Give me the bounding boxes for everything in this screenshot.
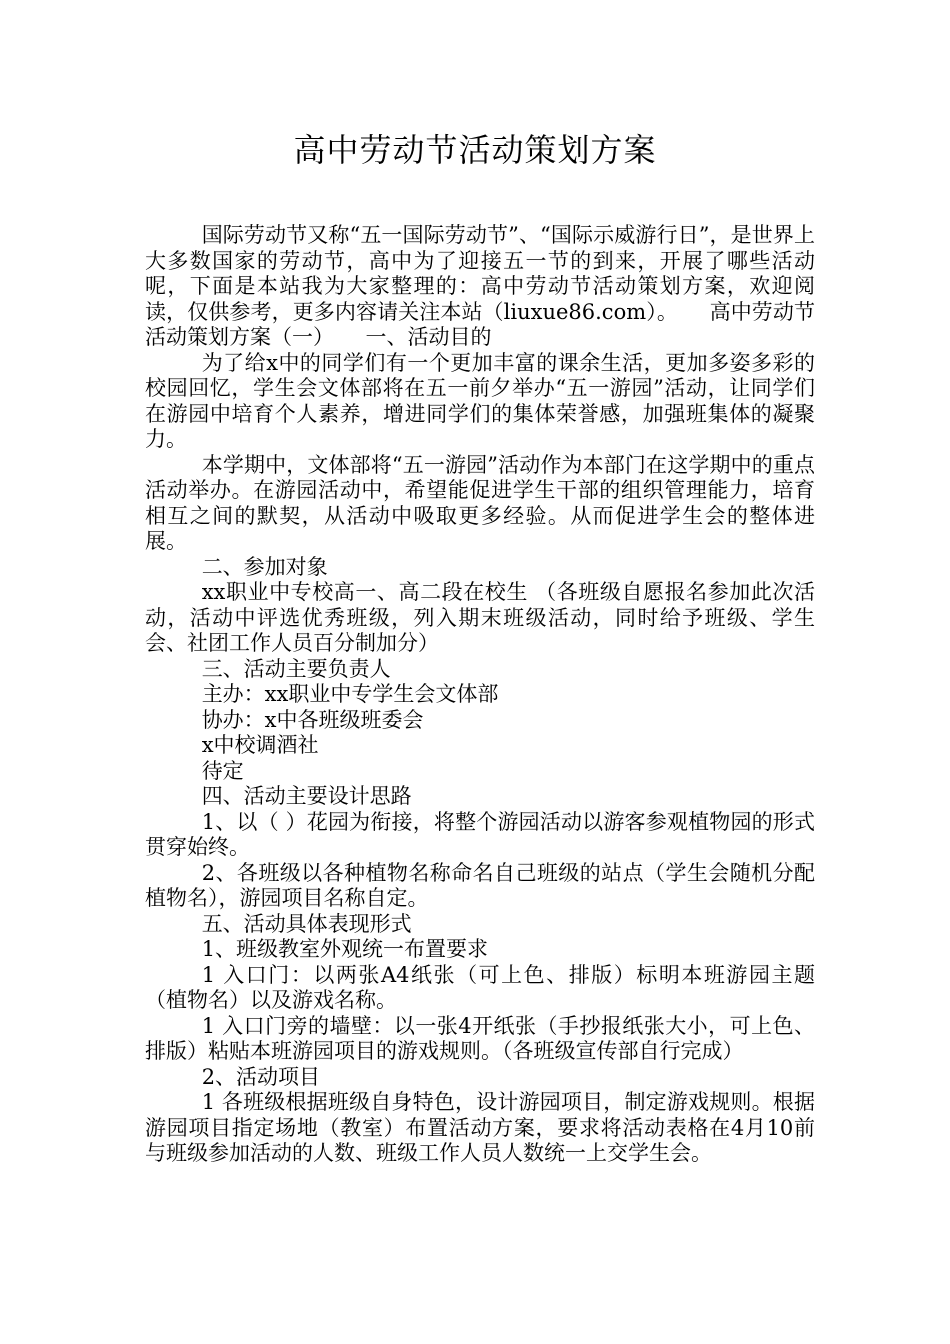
subsection-heading: 2、活动项目 (201, 1064, 321, 1089)
body-paragraph: x中校调酒社 (201, 733, 319, 757)
body-paragraph: xx职业中专校高一、高二段在校生 （各班级自愿报名参加此次活动，活动中评选优秀班级，列入期末班级活动，同时给予班级、学生会、社团工作人员百分制加分） (145, 580, 815, 655)
body-paragraph: 待定 (201, 758, 244, 783)
body-paragraph: 1 入口门：以两张A4纸张（可上色、排版）标明本班游园主题（植物名）以及游戏名称。 (145, 962, 815, 1012)
body-paragraph: 2、各班级以各种植物名称命名自己班级的站点（学生会随机分配植物名），游园项目名称自定。 (145, 860, 815, 910)
body-paragraph: 主办：xx职业中专学生会文体部 (201, 682, 499, 706)
document-title: 高中劳动节活动策划方案 (293, 131, 657, 169)
body-paragraph: 为了给x中的同学们有一个更加丰富的课余生活，更加多姿多彩的校园回忆，学生会文体部将在五一前夕举办“五一游园”活动，让同学们在游园中培育个人素养，增进同学们的集体荣誉感，加强班集体的凝聚力。 (145, 350, 815, 451)
subsection-heading: 1、班级教室外观统一布置要求 (201, 937, 489, 961)
body-paragraph: 1 入口门旁的墙壁：以一张4开纸张（手抄报纸张大小，可上色、排版）粘贴本班游园项目的游戏规则。（各班级宣传部自行完成） (145, 1013, 815, 1063)
section-heading: 三、活动主要负责人 (201, 656, 391, 681)
section-heading: 四、活动主要设计思路 (201, 784, 412, 808)
section-heading: 二、参加对象 (201, 554, 328, 579)
document-body (145, 223, 815, 1167)
intro-paragraph: 国际劳动节又称“五一国际劳动节”、“国际示威游行日”，是世界上大多数国家的劳动节，高中为了迎接五一节的到来，开展了哪些活动呢，下面是本站我为大家整理的：高中劳动节活动策划方案，欢迎阅读，仅供参考，更多内容请关注本站（liuxue86.com）。 高中劳动节活动策划方案（一） 一、活动目的 (145, 223, 815, 349)
section-heading: 五、活动具体表现形式 (201, 911, 412, 936)
body-paragraph: 1、以（ ）花园为衔接，将整个游园活动以游客参观植物园的形式贯穿始终。 (145, 809, 815, 859)
body-paragraph: 协办：x中各班级班委会 (201, 707, 424, 732)
body-paragraph: 1 各班级根据班级自身特色，设计游园项目，制定游戏规则。根据游园项目指定场地（教室）布置活动方案，要求将活动表格在4月10前与班级参加活动的人数、班级工作人员人数统一上交学生会。 (145, 1090, 815, 1165)
body-paragraph: 本学期中，文体部将“五一游园”活动作为本部门在这学期中的重点活动举办。在游园活动中，希望能促进学生干部的组织管理能力，培育相互之间的默契，从活动中吸取更多经验。从而促进学生会的整体进展。 (145, 452, 815, 553)
